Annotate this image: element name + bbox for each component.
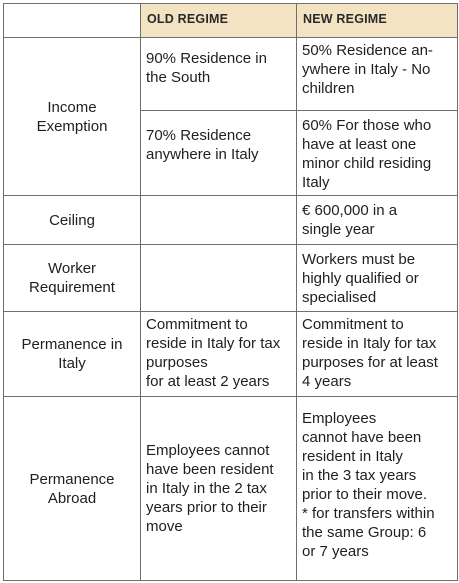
row-label-worker-requirement bbox=[4, 245, 141, 312]
cell-text: 50% Residence an- bbox=[302, 42, 433, 59]
cell-old-income-anywhere bbox=[141, 111, 297, 196]
row-label-line: Worker bbox=[47, 260, 97, 277]
header-new-regime: NEW REGIME bbox=[297, 4, 458, 38]
cell-text: reside in Italy for tax bbox=[302, 335, 437, 352]
cell-old-worker-requirement bbox=[141, 245, 297, 312]
cell-text: the South bbox=[146, 69, 211, 86]
cell-text: have been resident bbox=[146, 461, 274, 478]
cell-text: * for transfers within bbox=[302, 505, 435, 522]
cell-old-income-south bbox=[141, 38, 297, 111]
row-label-line: Income bbox=[47, 98, 97, 116]
cell-text: in Italy in the 2 tax bbox=[146, 480, 267, 497]
header-blank-cell bbox=[4, 4, 141, 38]
cell-text: Commitment to bbox=[302, 316, 404, 333]
row-label-permanence-abroad bbox=[4, 397, 141, 581]
cell-text: in the 3 tax years bbox=[302, 467, 417, 484]
cell-new-worker-requirement bbox=[297, 245, 458, 312]
row-label-line: Permanence bbox=[29, 470, 115, 488]
row-permanence-italy bbox=[4, 312, 458, 397]
cell-text: € 600,000 in a bbox=[302, 202, 398, 219]
cell-text: prior to their move. bbox=[302, 486, 428, 503]
cell-text: the same Group: 6 bbox=[302, 524, 427, 541]
row-ceiling bbox=[4, 196, 458, 245]
cell-text: highly qualified or bbox=[302, 270, 419, 287]
row-label-line: Italy bbox=[58, 355, 86, 372]
cell-new-permanence-abroad bbox=[297, 397, 458, 581]
row-label-permanence-italy bbox=[4, 312, 141, 397]
cell-text: Italy bbox=[302, 174, 330, 191]
row-income-exemption-a bbox=[4, 38, 458, 111]
row-label-line: Exemption bbox=[36, 117, 108, 135]
cell-new-income-child bbox=[297, 111, 458, 196]
regime-comparison-table bbox=[3, 3, 458, 581]
cell-old-permanence-abroad bbox=[141, 397, 297, 581]
row-permanence-abroad bbox=[4, 397, 458, 581]
cell-text: years prior to their bbox=[146, 499, 267, 516]
cell-text: single year bbox=[302, 221, 375, 238]
row-worker-requirement bbox=[4, 245, 458, 312]
cell-new-ceiling bbox=[297, 196, 458, 245]
cell-text: have at least one bbox=[302, 136, 417, 153]
row-label-income-exemption bbox=[4, 38, 141, 196]
cell-text: purposes for at least bbox=[302, 354, 438, 371]
row-label-line: Permanence in bbox=[21, 336, 123, 353]
cell-text: Employees cannot bbox=[146, 442, 270, 459]
cell-text: 60% For those who bbox=[302, 117, 432, 134]
cell-text: Commitment to bbox=[146, 316, 248, 333]
cell-text: 70% Residence bbox=[146, 127, 252, 144]
cell-text: reside in Italy for tax bbox=[146, 335, 281, 352]
cell-text: move bbox=[146, 518, 183, 535]
cell-text: for at least 2 years bbox=[146, 373, 270, 390]
row-label-line: Abroad bbox=[47, 489, 97, 507]
row-label-ceiling: Ceiling bbox=[4, 196, 141, 245]
cell-text: Workers must be bbox=[302, 251, 416, 268]
cell-text: anywhere in Italy bbox=[146, 146, 259, 163]
cell-text: cannot have been bbox=[302, 429, 422, 446]
cell-text: children bbox=[302, 80, 355, 97]
cell-old-permanence-italy bbox=[141, 312, 297, 397]
row-label-line: Requirement bbox=[29, 279, 115, 296]
cell-text: 90% Residence in bbox=[146, 50, 267, 67]
cell-text: resident in Italy bbox=[302, 448, 403, 465]
cell-text: minor child residing bbox=[302, 155, 432, 172]
cell-text: purposes bbox=[146, 354, 208, 371]
cell-text: ywhere in Italy - No bbox=[302, 61, 431, 78]
cell-new-income-no-children bbox=[297, 38, 458, 111]
cell-text: specialised bbox=[302, 289, 377, 306]
cell-text: or 7 years bbox=[302, 543, 369, 560]
cell-new-permanence-italy bbox=[297, 312, 458, 397]
cell-text: 4 years bbox=[302, 373, 352, 390]
header-old-regime: OLD REGIME bbox=[141, 4, 297, 38]
cell-old-ceiling bbox=[141, 196, 297, 245]
header-row bbox=[4, 4, 458, 38]
cell-text: Employees bbox=[302, 410, 377, 427]
